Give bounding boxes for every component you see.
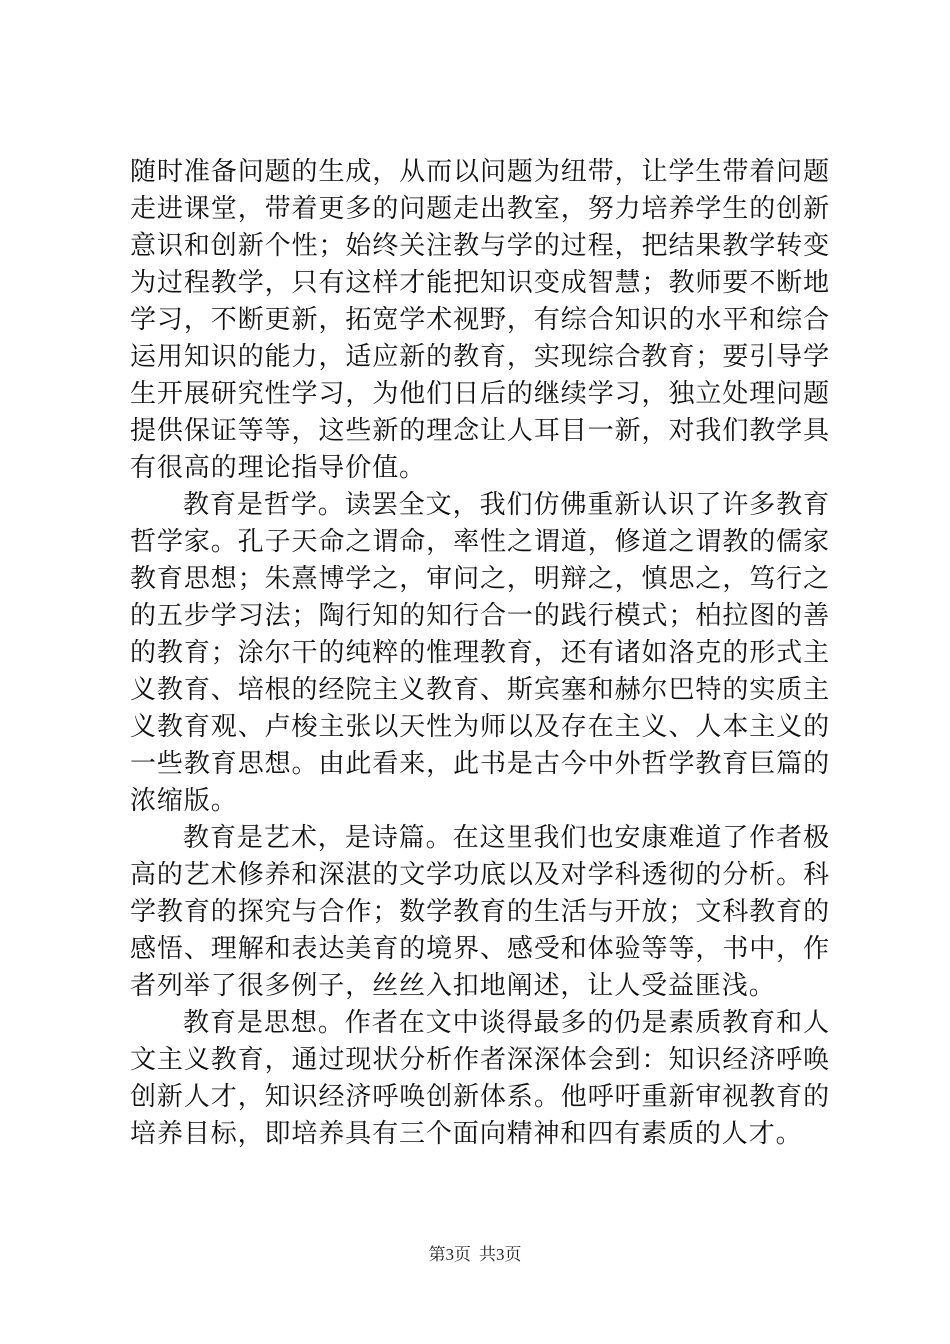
paragraph-continuation: 随时准备问题的生成，从而以问题为纽带，让学生带着问题走进课堂，带着更多的问题走出教室，努力培养学生的创新意识和创新个性；始终关注教与学的过程，把结果教学转变为过程教学，只有这样才能把知识变成智慧；教师要不断地学习，不断更新，拓宽学术视野，有综合知识的水平和综合运用知识的能力，适应新的教育，实现综合教育；要引导学生开展研究性学习，为他们日后的继续学习，独立处理问题提供保证等等，这些新的理念让人耳目一新，对我们教学具有很高的理论指导价值。 bbox=[130, 157, 830, 483]
page-footer bbox=[0, 1244, 950, 1266]
paragraph-thought: 教育是思想。作者在文中谈得最多的仍是素质教育和人文主义教育，通过现状分析作者深深体会到：知识经济呼唤创新人才，知识经济呼唤创新体系。他呼吁重新审视教育的培养目标，即培养具有三个面向精神和四有素质的人才。 bbox=[130, 1008, 830, 1149]
page-total: 共3页 bbox=[479, 1245, 522, 1264]
page-number: 第3页 bbox=[428, 1245, 471, 1264]
paragraph-art: 教育是艺术，是诗篇。在这里我们也安康难道了作者极高的艺术修养和深湛的文学功底以及对学科透彻的分析。科学教育的探究与合作；数学教育的生活与开放；文科教育的感悟、理解和表达美育的境界、感受和体验等等，书中，作者列举了很多例子，丝丝入扣地阐述，让人受益匪浅。 bbox=[130, 823, 830, 1001]
paragraph-philosophy: 教育是哲学。读罢全文，我们仿佛重新认识了许多教育哲学家。孔子天命之谓命，率性之谓道，修道之谓教的儒家教育思想；朱熹博学之，审问之，明辩之，慎思之，笃行之的五步学习法；陶行知的知行合一的践行模式；柏拉图的善的教育；涂尔干的纯粹的惟理教育，还有诸如洛克的形式主义教育、培根的经院主义教育、斯宾塞和赫尔巴特的实质主义教育观、卢梭主张以天性为师以及存在主义、人本主义的一些教育思想。由此看来，此书是古今中外哲学教育巨篇的浓缩版。 bbox=[130, 490, 830, 816]
document-body bbox=[130, 154, 830, 1153]
